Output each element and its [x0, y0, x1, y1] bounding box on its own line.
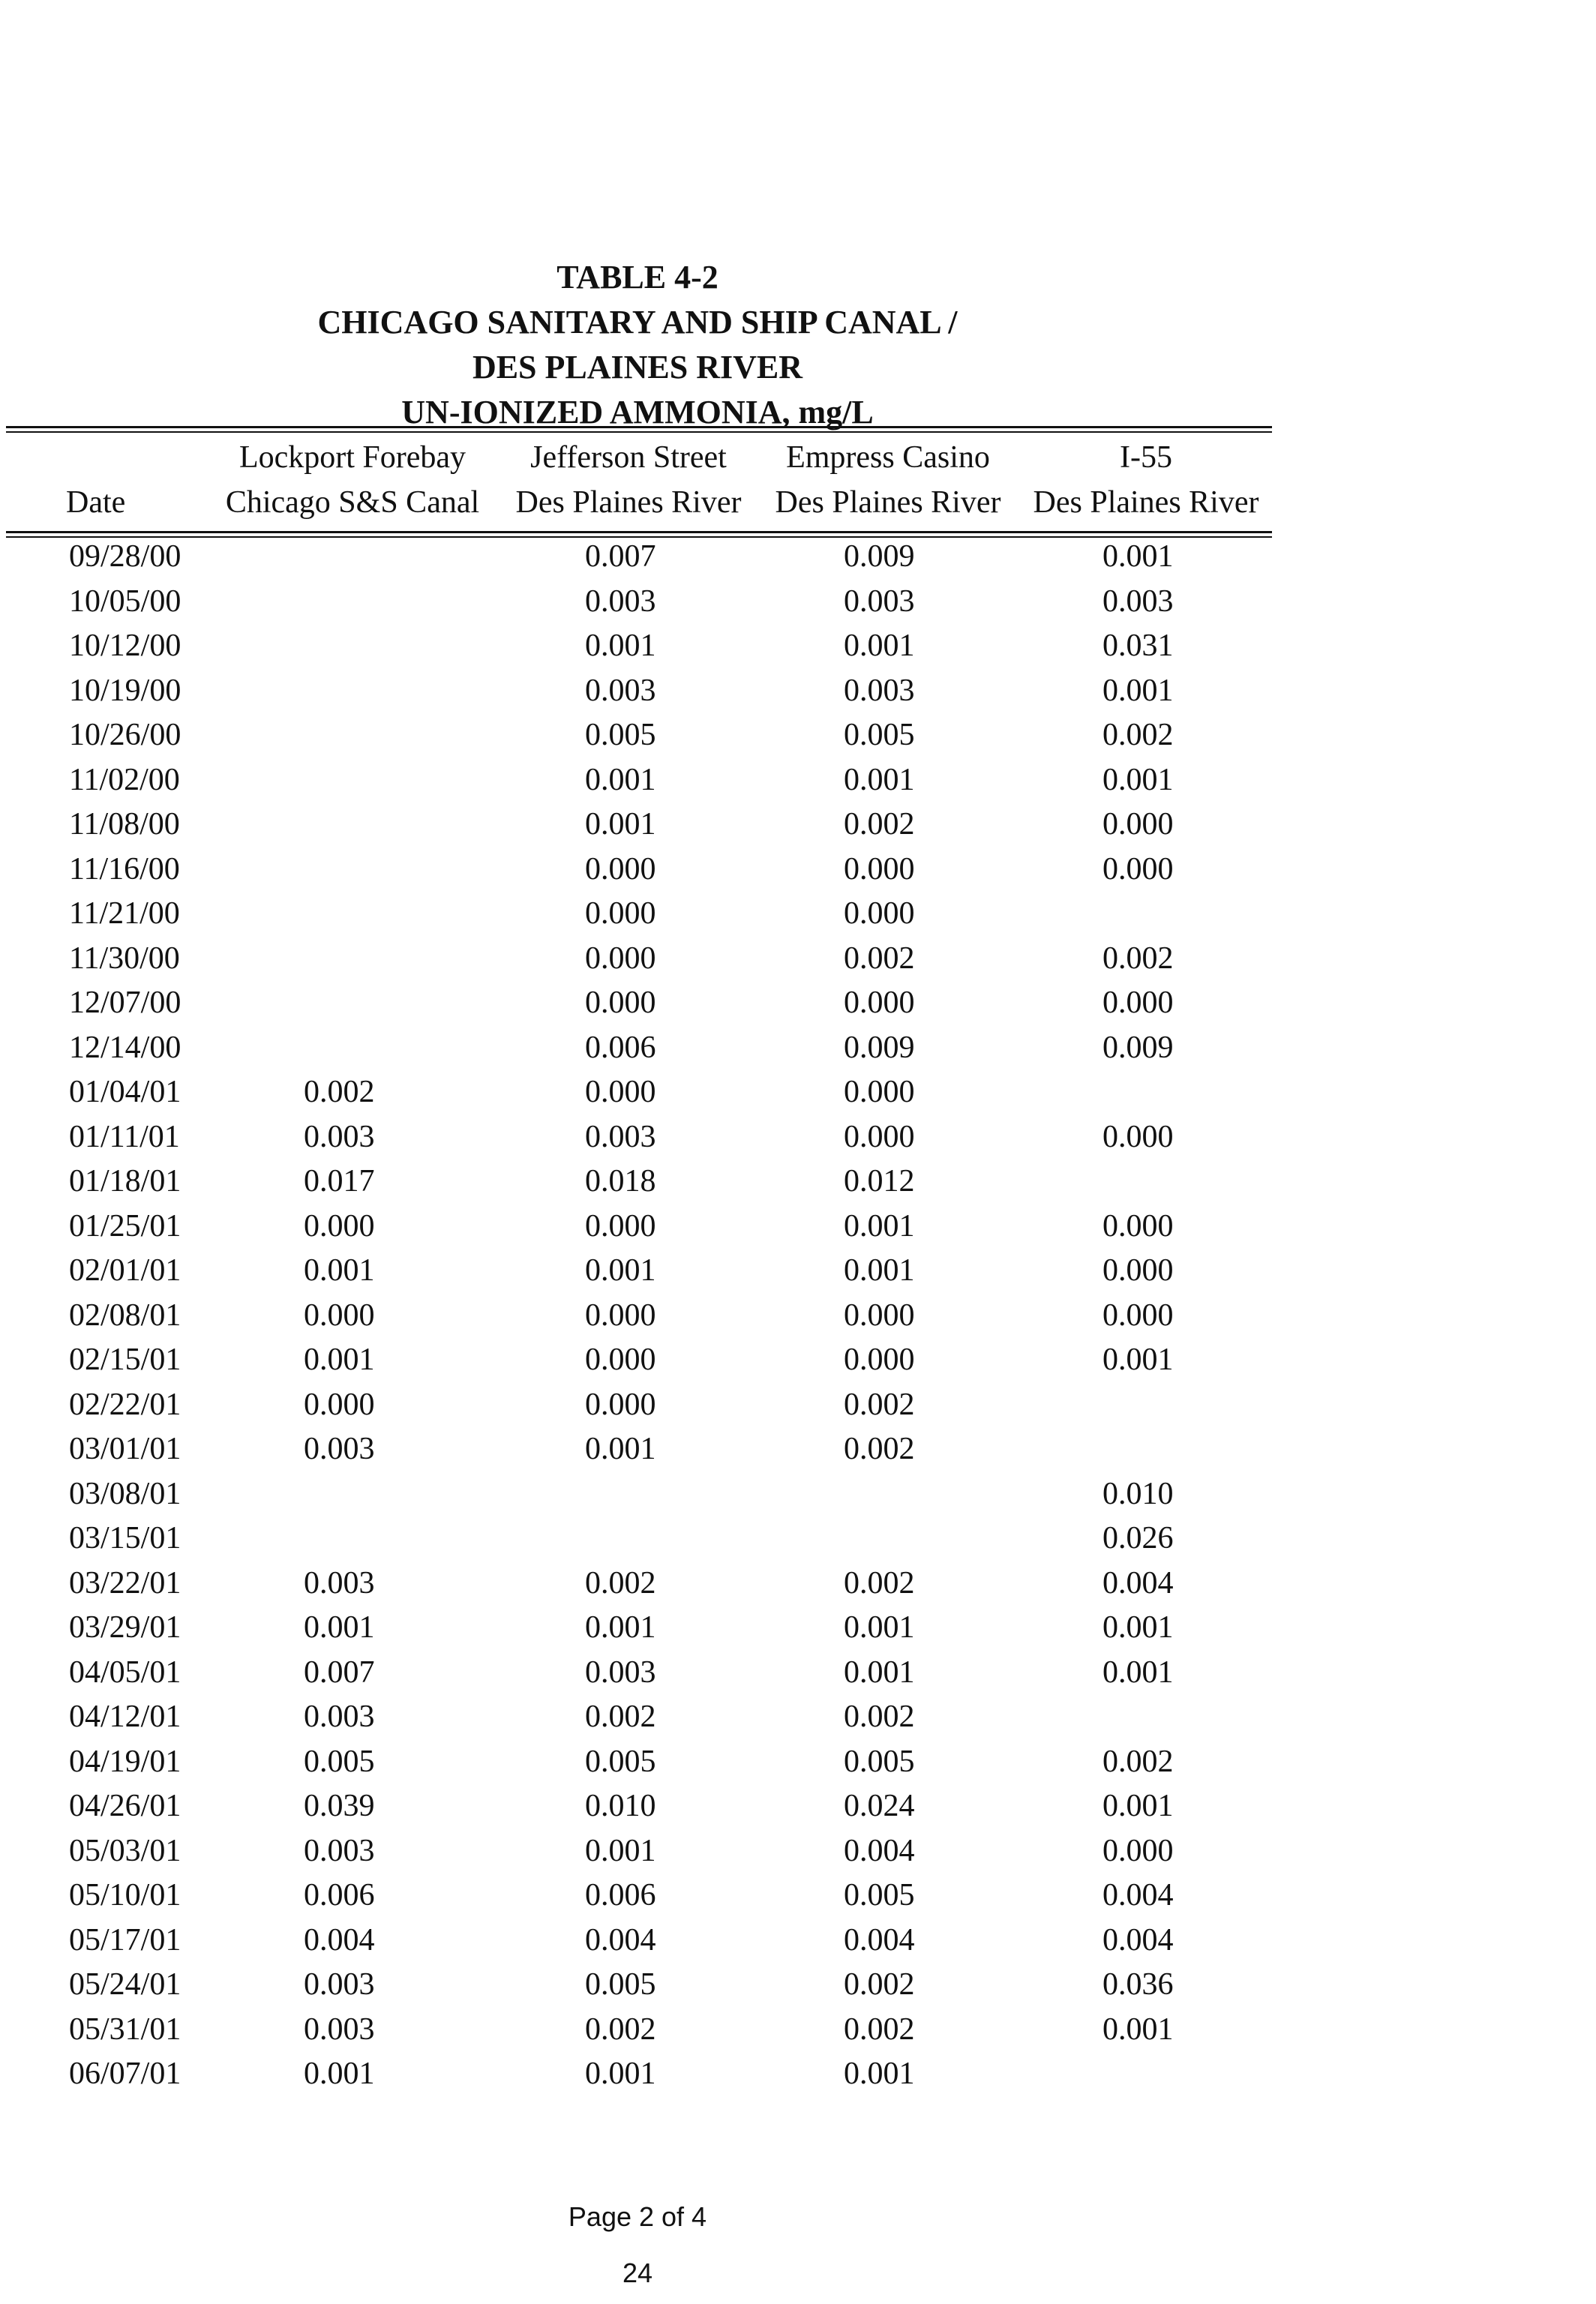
table-row	[0, 1828, 1275, 1874]
empress-cell: 0.003	[844, 584, 915, 619]
date-cell: 01/18/01	[69, 1164, 182, 1198]
jefferson-cell: 0.001	[585, 1253, 656, 1288]
table-row	[0, 1114, 1275, 1160]
table-row	[0, 1873, 1275, 1918]
empress-cell: 0.004	[844, 1833, 915, 1868]
date-cell: 05/03/01	[69, 1833, 182, 1868]
col-header-lockport-line1: Lockport Forebay	[238, 440, 466, 475]
empress-cell: 0.001	[844, 1654, 915, 1690]
jefferson-cell: 0.002	[585, 2012, 656, 2047]
table-row	[0, 891, 1275, 936]
date-cell: 01/11/01	[69, 1119, 180, 1154]
empress-cell: 0.009	[844, 539, 915, 574]
table-row	[0, 1382, 1275, 1427]
table-row	[0, 668, 1275, 713]
i55-cell: 0.004	[1102, 1878, 1174, 1912]
table-row	[0, 847, 1275, 892]
table-row	[0, 1204, 1275, 1249]
i55-cell: 0.001	[1102, 1342, 1174, 1377]
i55-cell: 0.000	[1102, 1208, 1174, 1244]
date-cell: 05/31/01	[69, 2012, 182, 2047]
empress-cell: 0.001	[844, 1253, 915, 1288]
jefferson-cell: 0.001	[585, 762, 656, 797]
date-cell: 10/05/00	[69, 584, 182, 619]
jefferson-cell: 0.001	[585, 1610, 656, 1645]
jefferson-cell: 0.001	[585, 1833, 656, 1868]
empress-cell: 0.000	[844, 1298, 915, 1333]
jefferson-cell: 0.006	[585, 1878, 656, 1912]
table-row	[0, 1337, 1275, 1382]
col-header-i55-line2: Des Plaines River	[1033, 485, 1259, 520]
date-cell: 12/07/00	[69, 986, 182, 1020]
table-row	[0, 579, 1275, 624]
date-cell: 11/08/00	[69, 807, 180, 842]
lockport-cell: 0.017	[304, 1164, 375, 1198]
table-row	[0, 1650, 1275, 1695]
jefferson-cell: 0.001	[585, 807, 656, 842]
table-row	[0, 1248, 1275, 1293]
i55-cell: 0.004	[1102, 1922, 1174, 1958]
date-cell: 02/22/01	[69, 1387, 182, 1422]
i55-cell: 0.010	[1102, 1476, 1174, 1511]
jefferson-cell: 0.000	[585, 1342, 656, 1377]
date-cell: 03/01/01	[69, 1432, 182, 1466]
empress-cell: 0.009	[844, 1030, 915, 1065]
empress-cell: 0.002	[844, 1432, 915, 1466]
i55-cell: 0.002	[1102, 718, 1174, 752]
empress-cell: 0.004	[844, 1922, 915, 1958]
table-row	[0, 1426, 1275, 1472]
jefferson-cell: 0.010	[585, 1789, 656, 1823]
table-row	[0, 623, 1275, 668]
i55-cell: 0.000	[1102, 1119, 1174, 1154]
i55-cell: 0.036	[1102, 1967, 1174, 2002]
col-header-empress	[760, 435, 1016, 525]
empress-cell: 0.002	[844, 807, 915, 842]
table-row	[0, 802, 1275, 847]
title-line-3: DES PLAINES RIVER	[472, 349, 803, 386]
date-cell: 03/22/01	[69, 1565, 182, 1600]
i55-cell: 0.001	[1102, 1789, 1174, 1823]
empress-cell: 0.005	[844, 1744, 915, 1779]
col-header-jefferson-line2: Des Plaines River	[515, 485, 742, 520]
jefferson-cell: 0.003	[585, 1119, 656, 1154]
i55-cell: 0.000	[1102, 1253, 1174, 1288]
table-row	[0, 1516, 1275, 1561]
i55-cell: 0.001	[1102, 2012, 1174, 2047]
jefferson-cell: 0.001	[585, 2056, 656, 2091]
jefferson-cell: 0.005	[585, 1967, 656, 2002]
lockport-cell: 0.003	[304, 1119, 375, 1154]
lockport-cell: 0.003	[304, 2012, 375, 2047]
date-cell: 02/15/01	[69, 1342, 182, 1377]
lockport-cell: 0.001	[304, 1610, 375, 1645]
jefferson-cell: 0.003	[585, 584, 656, 619]
lockport-cell: 0.001	[304, 1342, 375, 1377]
i55-cell: 0.000	[1102, 851, 1174, 886]
jefferson-cell: 0.002	[585, 1565, 656, 1600]
date-cell: 05/10/01	[69, 1878, 182, 1912]
table-row	[0, 1605, 1275, 1650]
table-row	[0, 2007, 1275, 2052]
table-row	[0, 758, 1275, 802]
lockport-cell: 0.004	[304, 1922, 375, 1958]
table-row	[0, 1561, 1275, 1606]
table-row	[0, 1739, 1275, 1784]
date-cell: 12/14/00	[69, 1030, 182, 1065]
i55-cell: 0.031	[1102, 628, 1174, 663]
lockport-cell: 0.039	[304, 1789, 375, 1823]
lockport-cell: 0.007	[304, 1654, 375, 1690]
col-header-jefferson-line1: Jefferson Street	[530, 440, 727, 475]
empress-cell: 0.001	[844, 1610, 915, 1645]
i55-cell: 0.003	[1102, 584, 1174, 619]
empress-cell: 0.000	[844, 1119, 915, 1154]
empress-cell: 0.000	[844, 896, 915, 931]
table-row	[0, 1159, 1275, 1204]
table-row	[0, 1293, 1275, 1338]
jefferson-cell: 0.018	[585, 1164, 656, 1198]
col-header-empress-line1: Empress Casino	[786, 440, 990, 475]
i55-cell: 0.001	[1102, 762, 1174, 797]
empress-cell: 0.001	[844, 2056, 915, 2091]
col-header-i55-line1: I-55	[1120, 440, 1172, 475]
lockport-cell: 0.003	[304, 1700, 375, 1734]
jefferson-cell: 0.000	[585, 1208, 656, 1244]
empress-cell: 0.000	[844, 851, 915, 886]
table-row	[0, 1784, 1275, 1828]
jefferson-cell: 0.002	[585, 1700, 656, 1734]
empress-cell: 0.005	[844, 1878, 915, 1912]
date-cell: 03/08/01	[69, 1476, 182, 1511]
table-row	[0, 1070, 1275, 1114]
jefferson-cell: 0.001	[585, 1432, 656, 1466]
header-rule	[6, 531, 1272, 533]
top-rule	[6, 426, 1272, 428]
jefferson-cell: 0.003	[585, 1654, 656, 1690]
i55-cell: 0.000	[1102, 1833, 1174, 1868]
table-row	[0, 1694, 1275, 1739]
col-header-date: Date	[66, 485, 126, 520]
date-cell: 02/08/01	[69, 1298, 182, 1333]
i55-cell: 0.002	[1102, 1744, 1174, 1779]
empress-cell: 0.012	[844, 1164, 915, 1198]
col-header-i55	[1018, 435, 1274, 525]
date-cell: 10/12/00	[69, 628, 182, 663]
jefferson-cell: 0.003	[585, 673, 656, 708]
jefferson-cell: 0.005	[585, 1744, 656, 1779]
empress-cell: 0.001	[844, 762, 915, 797]
i55-cell: 0.001	[1102, 1610, 1174, 1645]
date-cell: 03/29/01	[69, 1610, 182, 1645]
date-cell: 05/17/01	[69, 1922, 182, 1958]
jefferson-cell: 0.000	[585, 1387, 656, 1422]
i55-cell: 0.000	[1102, 986, 1174, 1020]
lockport-cell: 0.003	[304, 1967, 375, 2002]
jefferson-cell: 0.007	[585, 539, 656, 574]
jefferson-cell: 0.000	[585, 851, 656, 886]
i55-cell: 0.000	[1102, 1298, 1174, 1333]
i55-cell: 0.001	[1102, 673, 1174, 708]
jefferson-cell: 0.000	[585, 1075, 656, 1109]
jefferson-cell: 0.005	[585, 718, 656, 752]
lockport-cell: 0.002	[304, 1075, 375, 1109]
date-cell: 04/26/01	[69, 1789, 182, 1823]
date-cell: 01/04/01	[69, 1075, 182, 1109]
empress-cell: 0.002	[844, 1565, 915, 1600]
empress-cell: 0.001	[844, 628, 915, 663]
col-header-jefferson	[501, 435, 756, 525]
date-cell: 06/07/01	[69, 2056, 182, 2091]
lockport-cell: 0.003	[304, 1833, 375, 1868]
empress-cell: 0.000	[844, 1342, 915, 1377]
lockport-cell: 0.003	[304, 1432, 375, 1466]
date-cell: 04/12/01	[69, 1700, 182, 1734]
i55-cell: 0.001	[1102, 1654, 1174, 1690]
empress-cell: 0.002	[844, 2012, 915, 2047]
table-row	[0, 1472, 1275, 1516]
table-row	[0, 2051, 1275, 2096]
i55-cell: 0.004	[1102, 1565, 1174, 1600]
table-row	[0, 712, 1275, 758]
date-cell: 11/21/00	[69, 896, 180, 931]
lockport-cell: 0.000	[304, 1208, 375, 1244]
empress-cell: 0.001	[844, 1208, 915, 1244]
table-row	[0, 534, 1275, 579]
i55-cell: 0.000	[1102, 807, 1174, 842]
empress-cell: 0.002	[844, 1387, 915, 1422]
empress-cell: 0.024	[844, 1789, 915, 1823]
lockport-cell: 0.000	[304, 1298, 375, 1333]
empress-cell: 0.002	[844, 1700, 915, 1734]
date-cell: 03/15/01	[69, 1521, 182, 1556]
jefferson-cell: 0.000	[585, 986, 656, 1020]
date-cell: 11/30/00	[69, 940, 180, 976]
top-rule-secondary	[6, 431, 1272, 433]
col-header-lockport-line2: Chicago S&S Canal	[225, 485, 480, 520]
lockport-cell: 0.005	[304, 1744, 375, 1779]
col-header-empress-line2: Des Plaines River	[775, 485, 1001, 520]
date-cell: 02/01/01	[69, 1253, 182, 1288]
empress-cell: 0.000	[844, 1075, 915, 1109]
date-cell: 05/24/01	[69, 1967, 182, 2002]
table-row	[0, 936, 1275, 981]
empress-cell: 0.005	[844, 718, 915, 752]
date-cell: 10/19/00	[69, 673, 182, 708]
table-row	[0, 1025, 1275, 1070]
table-title	[0, 255, 1275, 435]
lockport-cell: 0.006	[304, 1878, 375, 1912]
empress-cell: 0.000	[844, 986, 915, 1020]
date-cell: 11/16/00	[69, 851, 180, 886]
date-cell: 01/25/01	[69, 1208, 182, 1244]
i55-cell: 0.009	[1102, 1030, 1174, 1065]
page-indicator: Page 2 of 4	[568, 2201, 707, 2232]
table-row	[0, 980, 1275, 1025]
page-number: 24	[622, 2258, 653, 2288]
title-line-2: CHICAGO SANITARY AND SHIP CANAL /	[317, 304, 958, 340]
jefferson-cell: 0.000	[585, 896, 656, 931]
jefferson-cell: 0.001	[585, 628, 656, 663]
i55-cell: 0.001	[1102, 539, 1174, 574]
date-cell: 09/28/00	[69, 539, 182, 574]
lockport-cell: 0.000	[304, 1387, 375, 1422]
i55-cell: 0.002	[1102, 940, 1174, 976]
i55-cell: 0.026	[1102, 1521, 1174, 1556]
jefferson-cell: 0.000	[585, 940, 656, 976]
empress-cell: 0.002	[844, 940, 915, 976]
lockport-cell: 0.001	[304, 1253, 375, 1288]
table-row	[0, 1918, 1275, 1963]
table-row	[0, 1962, 1275, 2007]
title-line-4: UN-IONIZED AMMONIA, mg/L	[401, 394, 874, 430]
col-header-lockport	[210, 435, 495, 525]
jefferson-cell: 0.006	[585, 1030, 656, 1065]
date-cell: 11/02/00	[69, 762, 180, 797]
jefferson-cell: 0.004	[585, 1922, 656, 1958]
date-cell: 04/19/01	[69, 1744, 182, 1779]
jefferson-cell: 0.000	[585, 1298, 656, 1333]
empress-cell: 0.003	[844, 673, 915, 708]
lockport-cell: 0.001	[304, 2056, 375, 2091]
table-number: TABLE 4-2	[556, 259, 718, 296]
empress-cell: 0.002	[844, 1967, 915, 2002]
data-table-body	[0, 534, 1275, 2096]
date-cell: 10/26/00	[69, 718, 182, 752]
date-cell: 04/05/01	[69, 1654, 182, 1690]
lockport-cell: 0.003	[304, 1565, 375, 1600]
